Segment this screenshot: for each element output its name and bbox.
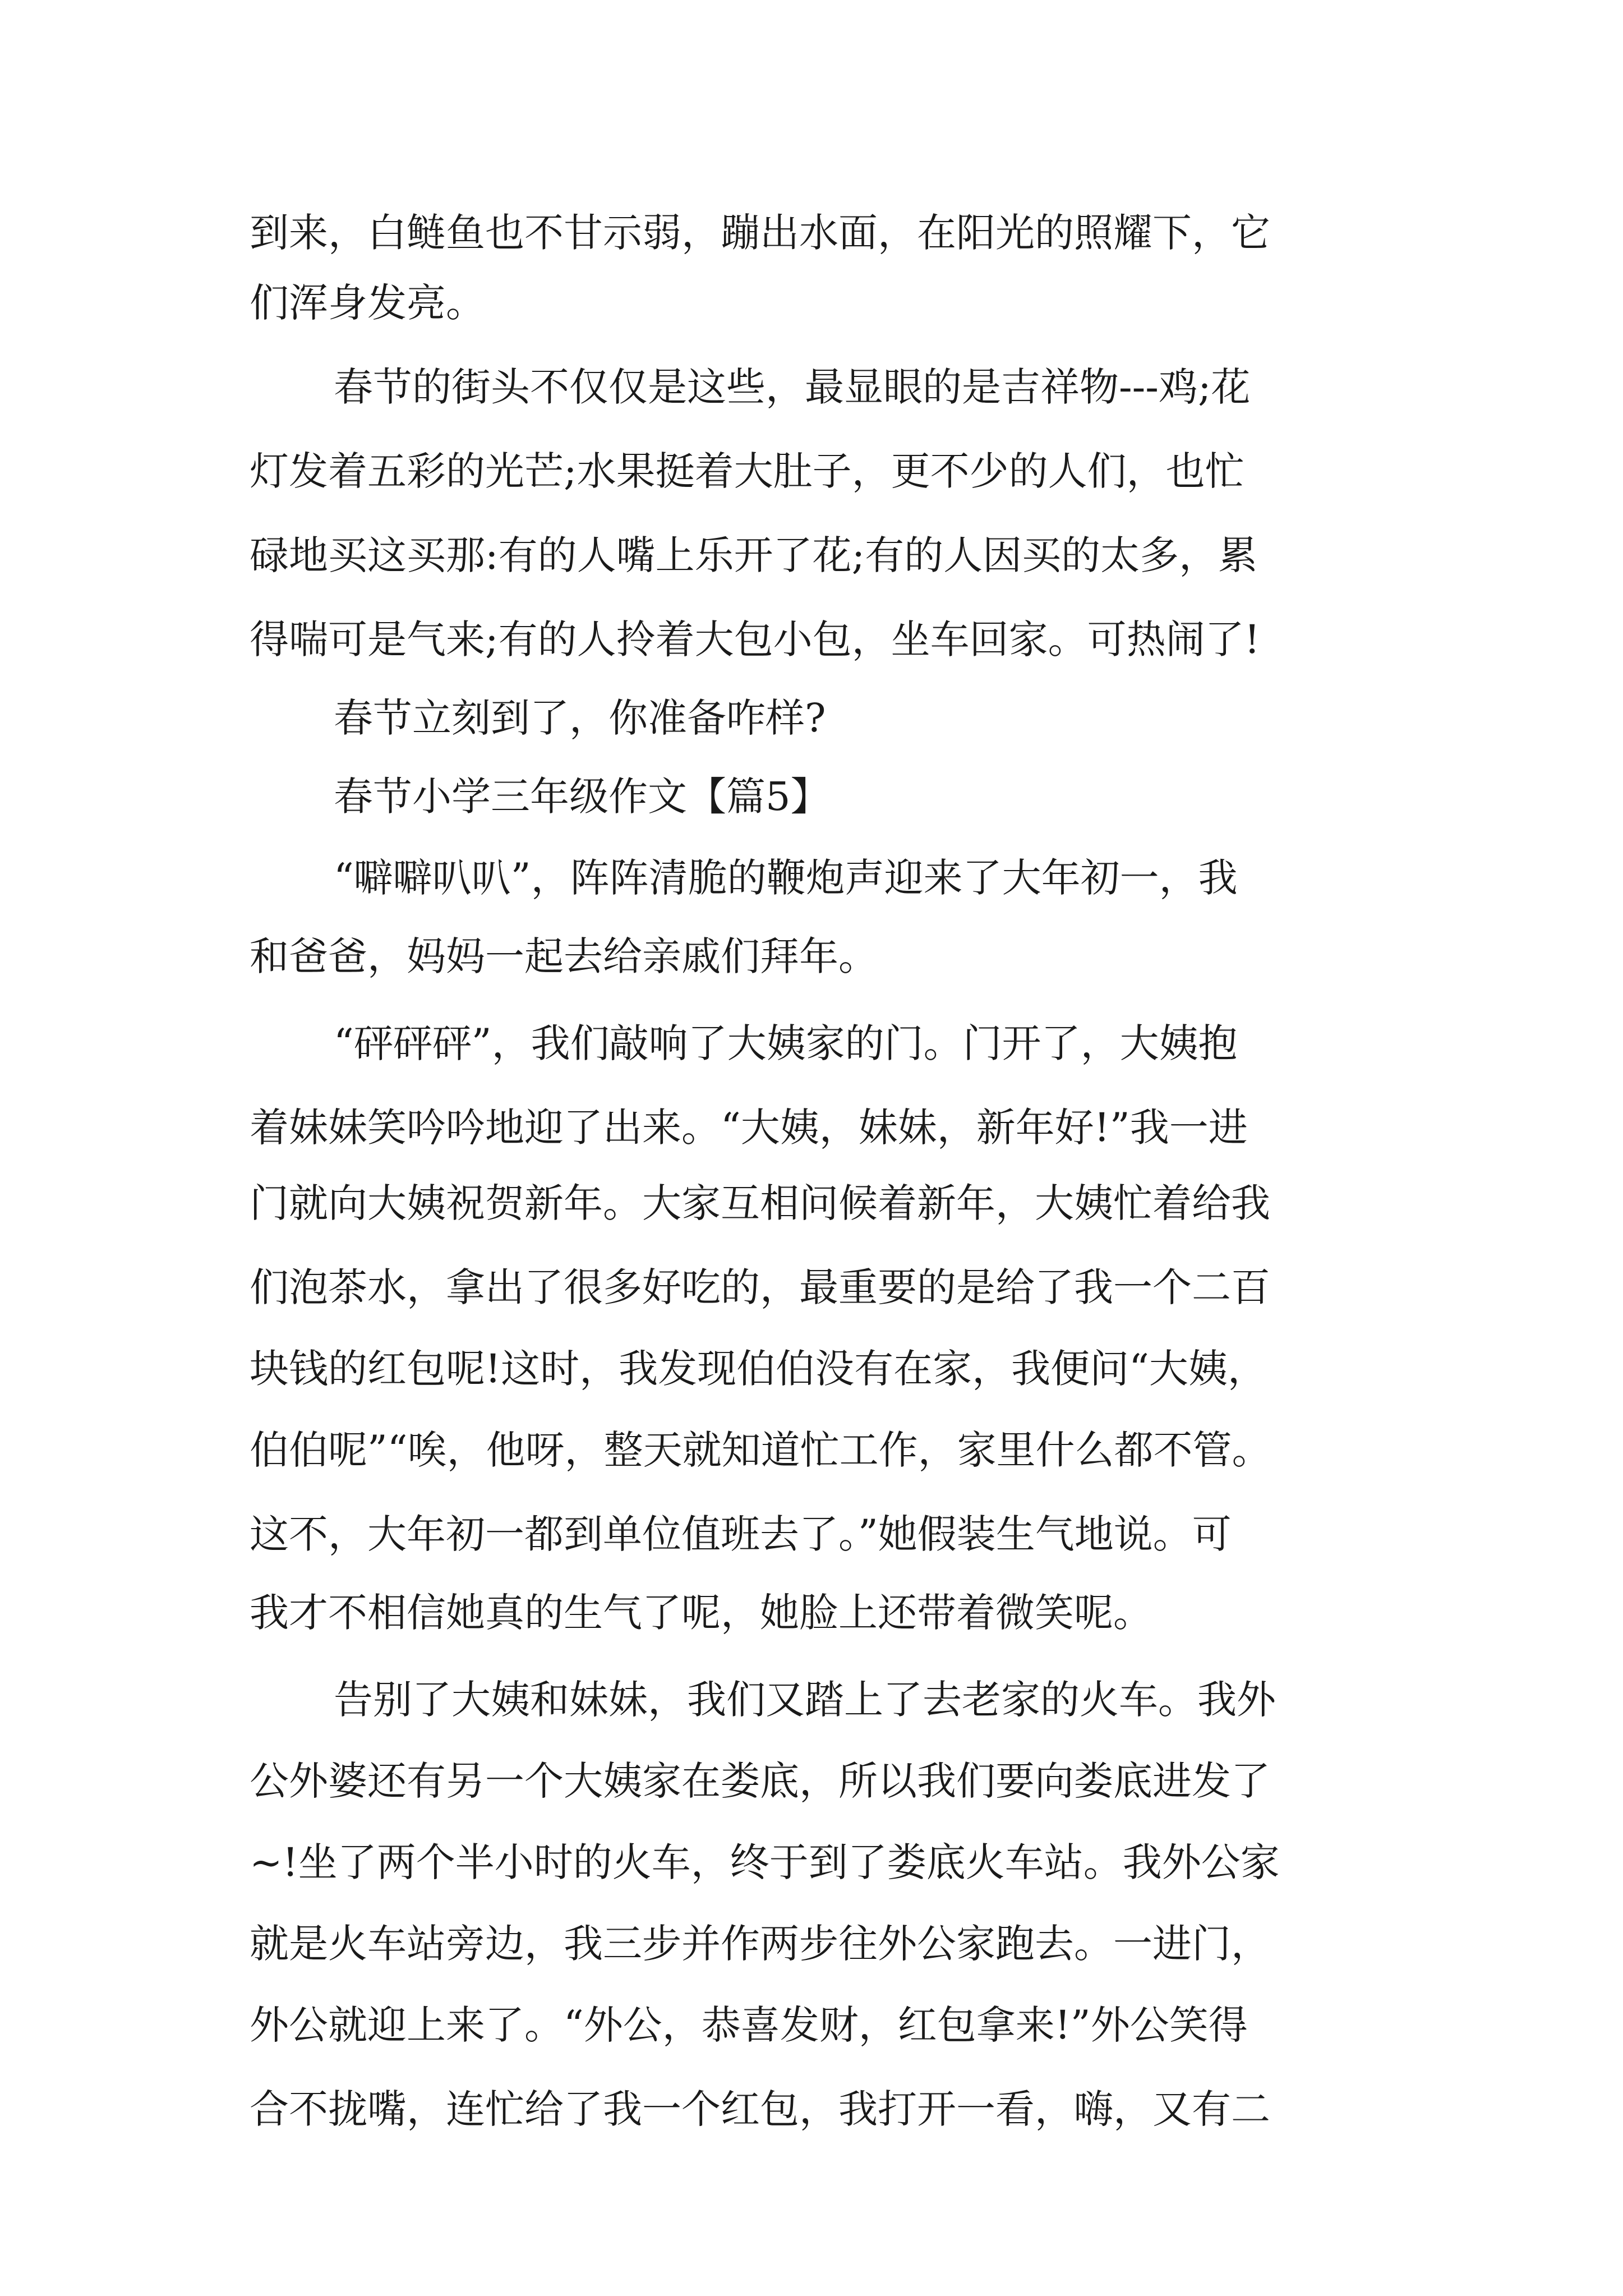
text-line: “砰砰砰”，我们敲响了大姨家的门。门开了，大姨抱 [334,1020,1238,1066]
text-line: 伯伯呢”“唉，他呀，整天就知道忙工作，家里什么都不管。 [250,1427,1271,1473]
text-line: 到来，白鲢鱼也不甘示弱，蹦出水面，在阳光的照耀下，它 [250,210,1270,256]
text-line: ~!坐了两个半小时的火车，终于到了娄底火车站。我外公家 [250,1839,1280,1885]
text-line: 着妹妹笑吟吟地迎了出来。“大姨，妹妹，新年好!”我一进 [250,1105,1248,1151]
text-line: 灯发着五彩的光芒;水果挺着大肚子，更不少的人们，也忙 [250,448,1244,494]
text-line: 门就向大姨祝贺新年。大家互相问候着新年，大姨忙着给我 [250,1180,1270,1226]
text-line: 块钱的红包呢!这时，我发现伯伯没有在家，我便问“大姨， [250,1346,1267,1392]
text-line: 春节小学三年级作文【篇5】 [334,774,830,820]
text-line: 我才不相信她真的生气了呢，她脸上还带着微笑呢。 [250,1590,1152,1636]
text-line: 合不拢嘴，连忙给了我一个红包，我打开一看，嗨，又有二 [250,2086,1270,2132]
text-line: “噼噼叭叭”，阵阵清脆的鞭炮声迎来了大年初一，我 [334,855,1238,901]
text-line: 们浑身发亮。 [250,280,485,326]
text-line: 这不，大年初一都到单位值班去了。”她假装生气地说。可 [250,1511,1232,1557]
text-line: 和爸爸，妈妈一起去给亲戚们拜年。 [250,933,878,979]
text-line: 就是火车站旁边，我三步并作两步往外公家跑去。一进门， [250,1921,1270,1967]
text-line: 得喘可是气来;有的人拎着大包小包，坐车回家。可热闹了! [250,616,1260,662]
text-line: 们泡茶水，拿出了很多好吃的，最重要的是给了我一个二百 [250,1264,1270,1310]
text-line: 外公就迎上来了。“外公，恭喜发财，红包拿来!”外公笑得 [250,2002,1248,2048]
text-line: 春节的街头不仅仅是这些，最显眼的是吉祥物---鸡;花 [334,364,1251,410]
text-line: 公外婆还有另一个大姨家在娄底，所以我们要向娄底进发了 [250,1758,1270,1804]
text-line: 告别了大姨和妹妹，我们又踏上了去老家的火车。我外 [334,1677,1276,1723]
text-line: 碌地买这买那:有的人嘴上乐开了花;有的人因买的太多，累 [250,532,1258,578]
text-line: 春节立刻到了，你准备咋样? [334,695,826,741]
